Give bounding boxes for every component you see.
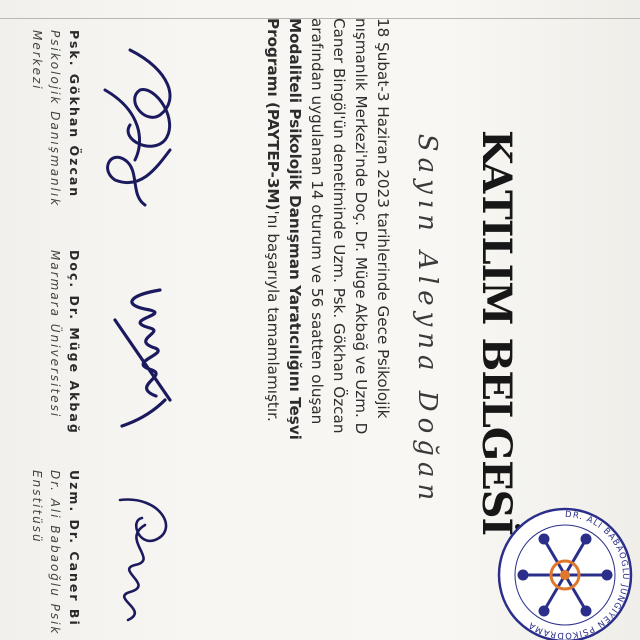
institute-seal-icon (495, 505, 635, 640)
signatory-affiliation: Marmara Üniversitesi (48, 250, 62, 419)
certificate-title: KATILIM BELGESİ (473, 130, 520, 536)
signature-block (0, 470, 200, 640)
signatory-name: Psk. Gökhan Özcan (67, 30, 82, 199)
body-line: 18 Şubat-3 Haziran 2023 tarihlerinde Gece Psikolojik (374, 18, 392, 419)
handwritten-signature-icon (85, 250, 200, 450)
signature-block (0, 30, 200, 230)
body-line: Caner Bingöl'ün denetiminde Uzm. Psk. Gökhan Özcan (330, 18, 348, 434)
signatory-affiliation: Merkezi (30, 30, 44, 91)
signatory-affiliation: Psikolojik Danışmanlık (48, 30, 62, 208)
body-line: Modaliteli Psikolojik Danışman Yaratıcılığını Teşvi (286, 18, 304, 440)
body-line: nışmanlık Merkezi'nde Doç. Dr. Müge Akbağ ve Uzm. D (352, 18, 370, 435)
signatory-affiliation: Enstitüsü (30, 470, 44, 544)
body-line-tail: 'nı başarıyla tamamlamıştır. (264, 210, 282, 422)
handwritten-signature-icon (85, 30, 200, 230)
certificate-body (262, 18, 394, 638)
signature-block (0, 250, 200, 450)
handwritten-signature-icon (85, 470, 200, 640)
signatory-affiliation: Dr. Ali Babaoğlu Psik (48, 470, 62, 636)
signature-row (0, 0, 200, 640)
program-name: Programı (PAYTEP-3M) (264, 18, 282, 211)
recipient-name: Sayın Aleyna Doğan (412, 133, 442, 507)
signatory-name: Doç. Dr. Müge Akbağ (67, 250, 82, 435)
signatory-name: Uzm. Dr. Caner Bi (67, 470, 82, 627)
seal-ring-text: DR. ALİ BABAOĞLU JUNGIYEN PSİKODRAMA (526, 509, 631, 640)
body-line: arafından uygulanan 14 oturum ve 56 saatten oluşan (308, 18, 326, 425)
body-line (262, 18, 284, 638)
